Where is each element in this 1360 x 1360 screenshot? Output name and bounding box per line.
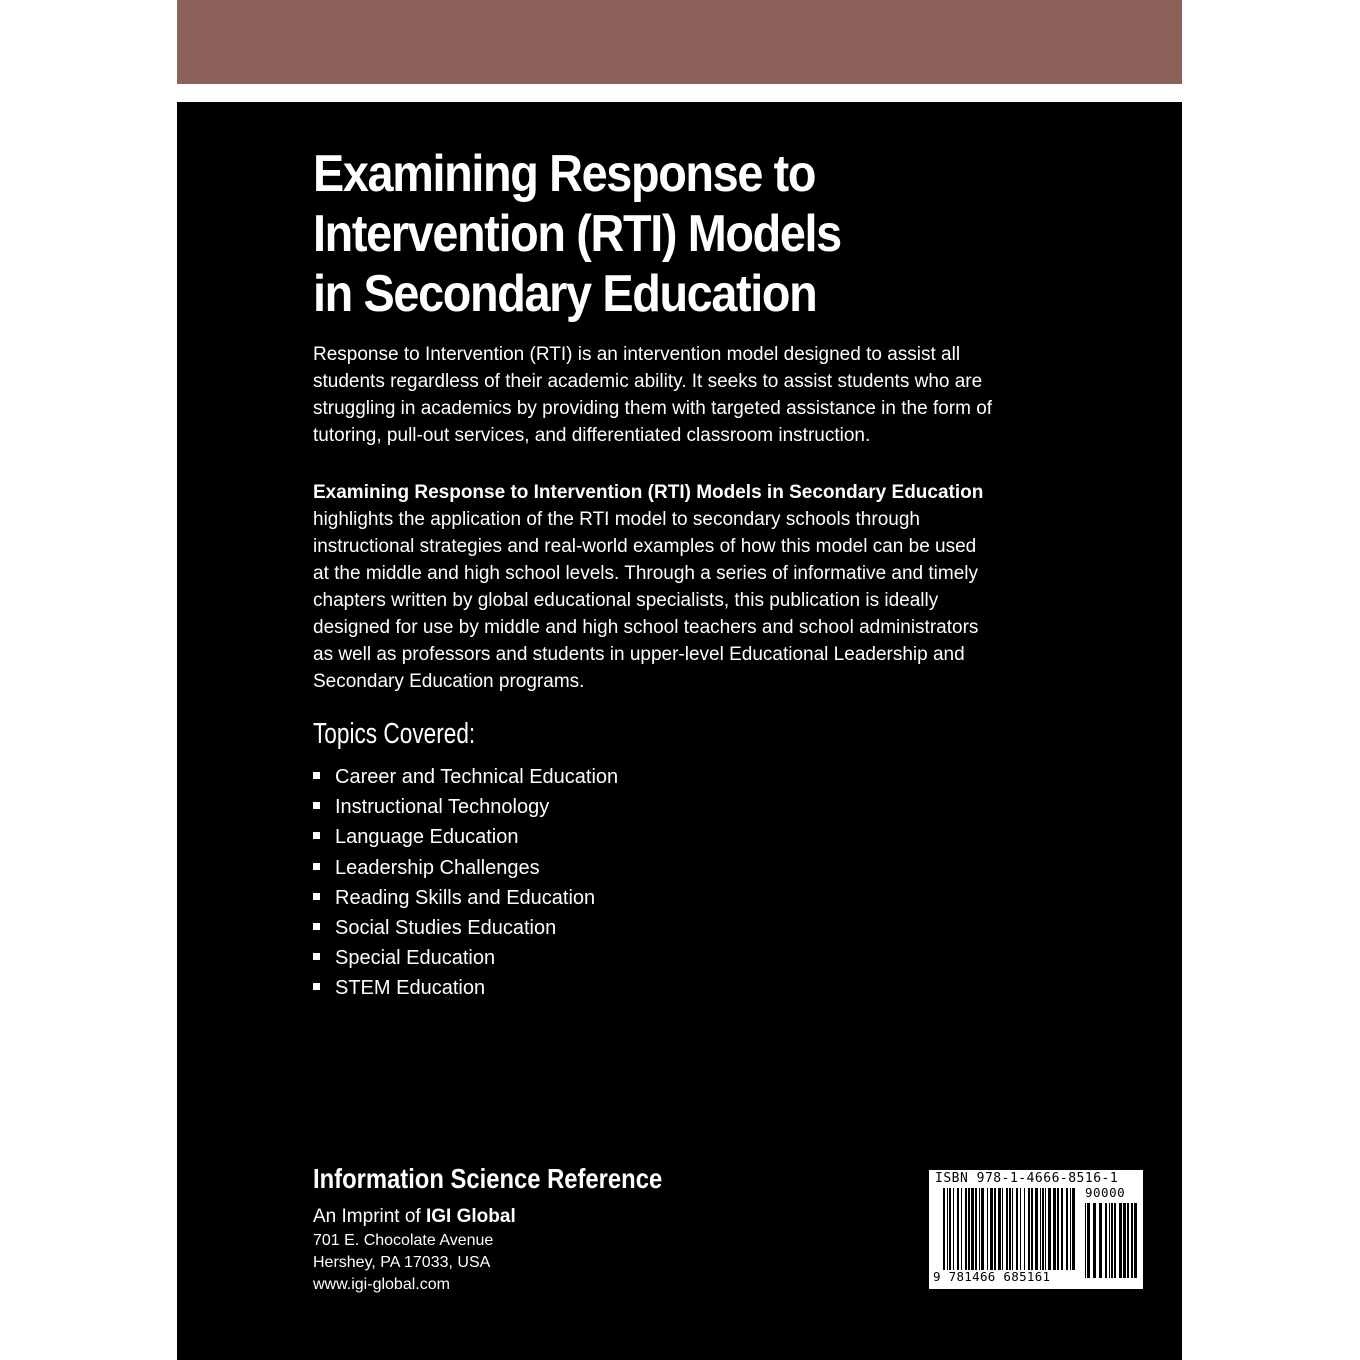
topic-item [313, 792, 618, 822]
topic-item [313, 762, 618, 792]
topics-heading: Topics Covered: [313, 718, 476, 750]
ean-bar [994, 1188, 996, 1270]
topic-label: Social Studies Education [335, 917, 557, 940]
ean-bar [1070, 1188, 1071, 1270]
ean-bar [1066, 1188, 1068, 1270]
summary-line: as well as professors and students in upper-level Educational Leadership and [313, 644, 965, 665]
ean-bar [1020, 1188, 1021, 1270]
ean-bar [943, 1188, 945, 1270]
topic-item [313, 913, 618, 943]
summary-line: highlights the application of the RTI model to secondary schools through [313, 509, 920, 530]
ean-bar [1002, 1188, 1003, 1270]
topic-item [313, 853, 618, 883]
ean-bar [1048, 1188, 1051, 1270]
topic-label: Special Education [335, 947, 496, 970]
description-line: Response to Intervention (RTI) is an intervention model designed to assist all [313, 344, 961, 365]
ean-bar [1057, 1188, 1059, 1270]
isbn-label: ISBN 978-1-4666-8516-1 [935, 1171, 1119, 1186]
topic-label: Leadership Challenges [335, 856, 540, 879]
bullet-icon [313, 863, 320, 870]
ean-bar [979, 1188, 980, 1270]
ean-bar [998, 1188, 1001, 1270]
top-color-band [177, 0, 1182, 84]
ean-bar [1042, 1188, 1044, 1270]
addon-bar [1111, 1203, 1113, 1278]
summary-book-title: Examining Response to Intervention (RTI) Models in Secondary Education [313, 482, 984, 503]
topic-item [313, 973, 618, 1003]
ean-bar [1072, 1188, 1075, 1270]
description-line: tutoring, pull-out services, and differentiated classroom instruction. [313, 425, 871, 446]
ean-bar [1031, 1188, 1033, 1270]
topic-label: Language Education [335, 826, 519, 849]
publisher-name: IGI Global [426, 1206, 516, 1227]
description-line: struggling in academics by providing them with targeted assistance in the form of [313, 398, 993, 419]
ean-bar [968, 1188, 970, 1270]
addon-bar [1093, 1203, 1096, 1278]
imprint-prefix: An Imprint of [313, 1206, 426, 1227]
summary-line: chapters written by global educational specialists, this publication is ideally [313, 590, 939, 611]
ean-bar [1016, 1188, 1018, 1270]
ean-bar [947, 1188, 948, 1270]
topic-item [313, 822, 618, 852]
ean-bar [1028, 1188, 1030, 1270]
addon-bar [1105, 1203, 1107, 1278]
summary-line: instructional strategies and real-world examples of how this model can be used [313, 536, 977, 557]
addon-code: 90000 [1085, 1185, 1126, 1200]
back-cover [177, 102, 1182, 1360]
bullet-icon [313, 953, 320, 960]
ean-bar [1006, 1188, 1008, 1270]
addon-bar [1131, 1203, 1133, 1278]
addon-bar [1114, 1203, 1116, 1278]
ean-bar [975, 1188, 977, 1270]
ean-bar [1061, 1188, 1063, 1270]
topic-label: Career and Technical Education [335, 766, 619, 788]
topic-label: STEM Education [335, 977, 486, 1000]
addon-bar [1123, 1203, 1126, 1278]
isbn-barcode [929, 1170, 1143, 1289]
ean-bar [965, 1188, 967, 1270]
publisher-website: www.igi-global.com [313, 1276, 450, 1293]
addon-bar [1109, 1203, 1110, 1278]
ean-bar [990, 1188, 993, 1270]
description-paragraph [313, 341, 1053, 449]
ean-bar [957, 1188, 959, 1270]
summary-line: designed for use by middle and high school teachers and school administrators [313, 617, 979, 638]
address-line-1: 701 E. Chocolate Avenue [313, 1232, 494, 1249]
ean-bar [971, 1188, 974, 1270]
book-title-line: Examining Response to [313, 145, 816, 203]
ean-bar [961, 1188, 962, 1270]
bullet-icon [313, 772, 320, 779]
bullet-icon [313, 832, 320, 839]
topic-item [313, 883, 618, 913]
ean-bar [981, 1188, 984, 1270]
topic-label: Instructional Technology [335, 796, 550, 819]
addon-bar [1134, 1203, 1137, 1278]
addon-bar [1085, 1203, 1086, 1278]
bullet-icon [313, 893, 320, 900]
bullet-icon [313, 983, 320, 990]
book-title-line: Intervention (RTI) Models [313, 205, 841, 263]
imprint-name: Information Science Reference [313, 1163, 663, 1194]
topic-item [313, 943, 618, 973]
ean-bar [1009, 1188, 1011, 1270]
ean-digits: 9 781466 685161 [933, 1269, 1051, 1284]
bullet-icon [313, 923, 320, 930]
summary-paragraph [313, 479, 1053, 695]
ean-bar [1012, 1188, 1013, 1270]
ean-bar [987, 1188, 988, 1270]
topics-list [313, 762, 618, 1004]
ean-bar [1040, 1188, 1041, 1270]
book-title [313, 144, 997, 324]
addon-bar [1127, 1203, 1129, 1278]
imprint-line [313, 1205, 516, 1229]
book-title-line: in Secondary Education [313, 265, 817, 323]
address-line-2: Hershey, PA 17033, USA [313, 1254, 491, 1271]
addon-bar [1087, 1203, 1090, 1278]
addon-bar [1119, 1203, 1122, 1278]
bullet-icon [313, 802, 320, 809]
topic-label: Reading Skills and Education [335, 886, 596, 909]
ean-bar [953, 1188, 954, 1270]
summary-line: Secondary Education programs. [313, 671, 585, 692]
ean-bar [1024, 1188, 1025, 1270]
ean-bar [1035, 1188, 1038, 1270]
description-line: students regardless of their academic ability. It seeks to assist students who are [313, 371, 983, 392]
ean-bar [1045, 1188, 1046, 1270]
summary-line: at the middle and high school levels. Through a series of informative and timely [313, 563, 979, 584]
ean-bar [1053, 1188, 1056, 1270]
ean-bar [949, 1188, 951, 1270]
addon-bar [1099, 1203, 1102, 1278]
